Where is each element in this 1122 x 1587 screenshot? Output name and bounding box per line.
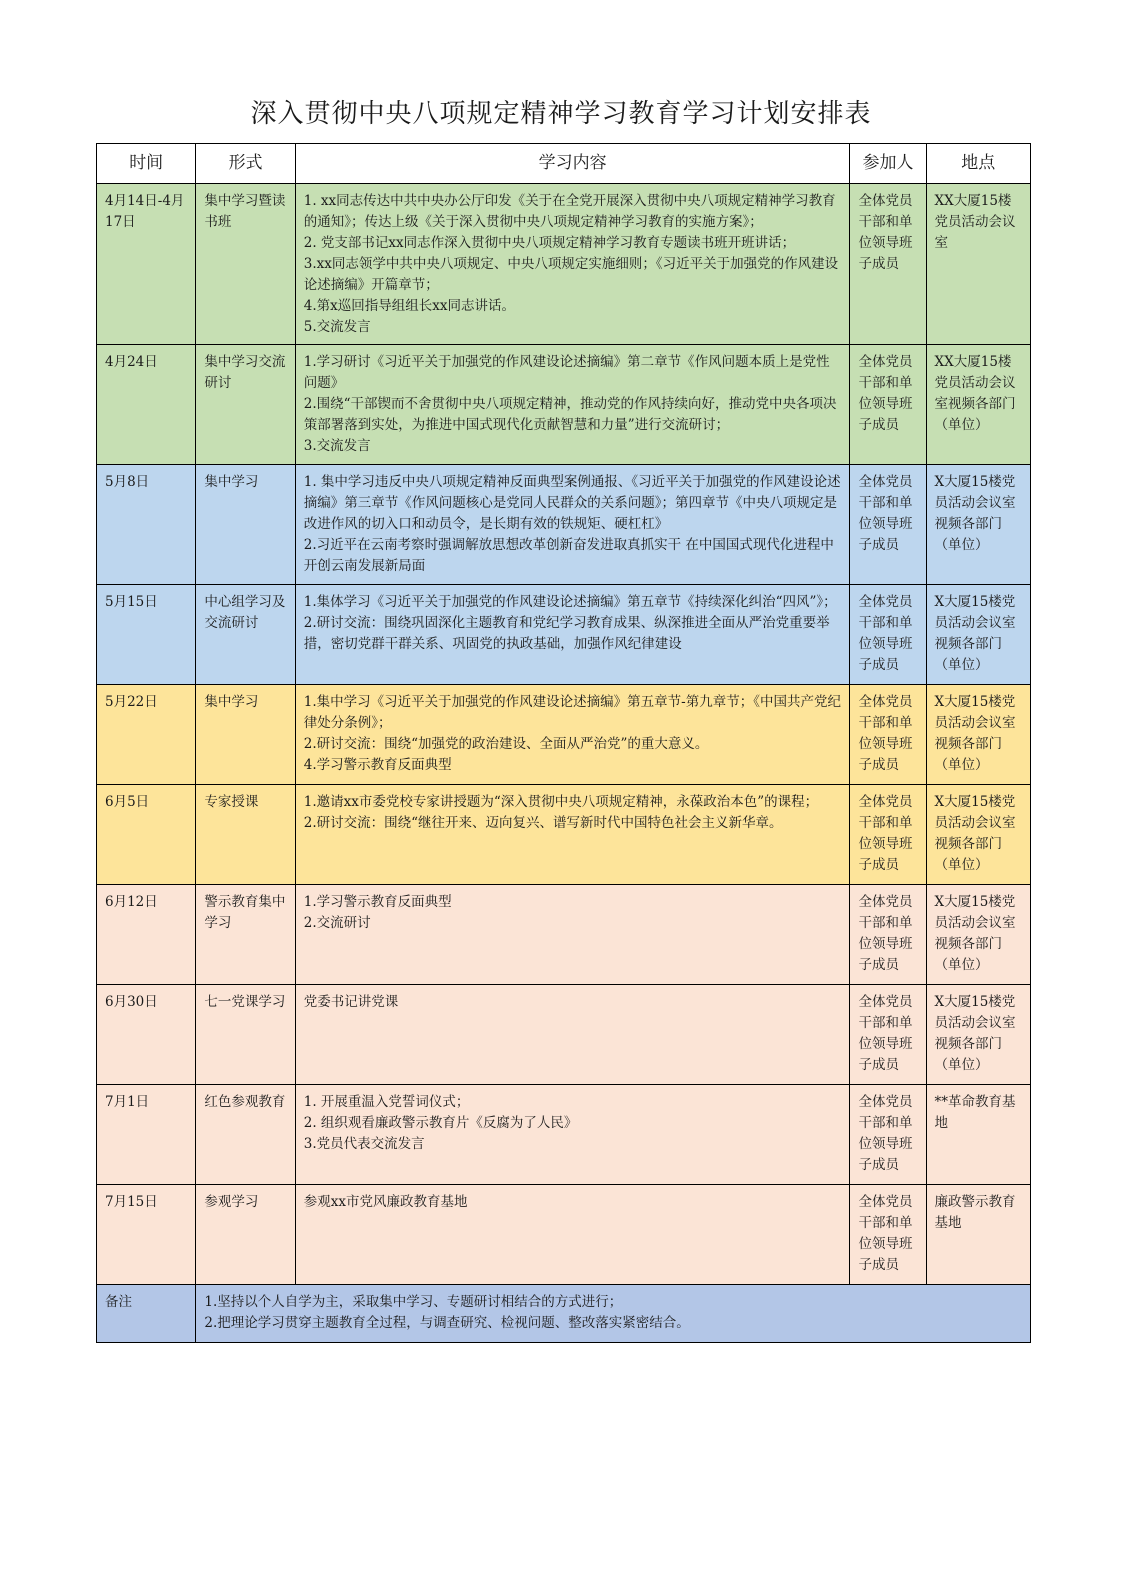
content-line: 参观xx市党风廉政教育基地 bbox=[303, 1194, 468, 1210]
cell-location: X大厦15楼党员活动会议室视频各部门（单位） bbox=[926, 885, 1030, 985]
table-row bbox=[97, 785, 1031, 885]
table-row bbox=[97, 1085, 1031, 1185]
cell-content bbox=[295, 1185, 850, 1285]
header-participants: 参加人 bbox=[850, 144, 926, 184]
content-line: 1.学习研讨《习近平关于加强党的作风建设论述摘编》第二章节《作风问题本质上是党性问题》 bbox=[303, 354, 830, 391]
remarks-line: 2.把理论学习贯穿主题教育全过程，与调查研究、检视问题、整改落实紧密结合。 bbox=[204, 1315, 690, 1331]
page-title: 深入贯彻中央八项规定精神学习教育学习计划安排表 bbox=[250, 99, 872, 130]
table-header-row bbox=[97, 144, 1031, 184]
cell-location: XX大厦15楼党员活动会议室 bbox=[926, 184, 1030, 345]
cell-location: X大厦15楼党员活动会议室视频各部门（单位） bbox=[926, 785, 1030, 885]
cell-content bbox=[295, 1085, 850, 1185]
cell-time: 7月1日 bbox=[97, 1085, 196, 1185]
content-line: 1.学习警示教育反面典型 bbox=[303, 894, 452, 910]
cell-time: 6月5日 bbox=[97, 785, 196, 885]
content-line: 1.邀请xx市委党校专家讲授题为“深入贯彻中央八项规定精神，永葆政治本色”的课程； bbox=[303, 794, 819, 810]
content-line: 2.研讨交流：围绕“加强党的政治建设、全面从严治党”的重大意义。 bbox=[303, 736, 709, 752]
cell-location: X大厦15楼党员活动会议室视频各部门（单位） bbox=[926, 465, 1030, 585]
header-form: 形式 bbox=[196, 144, 295, 184]
cell-participants: 全体党员干部和单位领导班子成员 bbox=[850, 465, 926, 585]
table-row bbox=[97, 345, 1031, 465]
cell-content bbox=[295, 685, 850, 785]
cell-time: 5月15日 bbox=[97, 585, 196, 685]
cell-content bbox=[295, 345, 850, 465]
content-line: 3.党员代表交流发言 bbox=[303, 1136, 425, 1152]
study-plan-table bbox=[96, 143, 1031, 1343]
remarks-content bbox=[196, 1285, 1031, 1343]
table-row bbox=[97, 465, 1031, 585]
cell-content bbox=[295, 885, 850, 985]
cell-location: 廉政警示教育基地 bbox=[926, 1185, 1030, 1285]
content-line: 2.围绕“干部锲而不舍贯彻中央八项规定精神，推动党的作风持续向好，推动党中央各项决策部署落到实处，为推进中国式现代化贡献智慧和力量”进行交流研讨； bbox=[303, 396, 837, 433]
cell-form: 集中学习 bbox=[196, 685, 295, 785]
cell-location: XX大厦15楼党员活动会议室视频各部门（单位） bbox=[926, 345, 1030, 465]
cell-form: 中心组学习及交流研讨 bbox=[196, 585, 295, 685]
cell-time: 5月8日 bbox=[97, 465, 196, 585]
header-time: 时间 bbox=[97, 144, 196, 184]
cell-time: 4月24日 bbox=[97, 345, 196, 465]
cell-participants: 全体党员干部和单位领导班子成员 bbox=[850, 184, 926, 345]
content-line: 1. 开展重温入党誓词仪式； bbox=[303, 1094, 470, 1110]
cell-participants: 全体党员干部和单位领导班子成员 bbox=[850, 785, 926, 885]
cell-content bbox=[295, 465, 850, 585]
cell-form: 红色参观教育 bbox=[196, 1085, 295, 1185]
cell-time: 4月14日-4月17日 bbox=[97, 184, 196, 345]
content-line: 2.研讨交流：围绕“继往开来、迈向复兴、谱写新时代中国特色社会主义新华章。 bbox=[303, 815, 783, 831]
content-line: 1. 集中学习违反中央八项规定精神反面典型案例通报、《习近平关于加强党的作风建设论述摘编》第三章节《作风问题核心是党同人民群众的关系问题》；第四章节《中央八项规定是改进作风的切入口和动员令，是长期有效的铁规矩、硬杠杠》 bbox=[303, 474, 841, 532]
table-row bbox=[97, 685, 1031, 785]
cell-form: 集中学习暨读书班 bbox=[196, 184, 295, 345]
content-line: 2.研讨交流：围绕巩固深化主题教育和党纪学习教育成果、纵深推进全面从严治党重要举措，密切党群干群关系、巩固党的执政基础，加强作风纪律建设 bbox=[303, 615, 830, 652]
cell-participants: 全体党员干部和单位领导班子成员 bbox=[850, 985, 926, 1085]
cell-participants: 全体党员干部和单位领导班子成员 bbox=[850, 885, 926, 985]
content-line: 党委书记讲党课 bbox=[303, 994, 399, 1010]
header-content: 学习内容 bbox=[295, 144, 850, 184]
cell-form: 集中学习 bbox=[196, 465, 295, 585]
content-line: 1. xx同志传达中共中央办公厅印发《关于在全党开展深入贯彻中央八项规定精神学习教育的通知》；传达上级《关于深入贯彻中央八项规定精神学习教育的实施方案》； bbox=[303, 193, 836, 230]
cell-form: 警示教育集中学习 bbox=[196, 885, 295, 985]
table-row bbox=[97, 985, 1031, 1085]
cell-form: 参观学习 bbox=[196, 1185, 295, 1285]
cell-content bbox=[295, 184, 850, 345]
cell-location: X大厦15楼党员活动会议室视频各部门（单位） bbox=[926, 985, 1030, 1085]
cell-location: X大厦15楼党员活动会议室视频各部门（单位） bbox=[926, 685, 1030, 785]
remarks-line: 1.坚持以个人自学为主，采取集中学习、专题研讨相结合的方式进行； bbox=[204, 1294, 623, 1310]
cell-location: **革命教育基地 bbox=[926, 1085, 1030, 1185]
cell-form: 集中学习交流研讨 bbox=[196, 345, 295, 465]
cell-time: 5月22日 bbox=[97, 685, 196, 785]
remarks-row bbox=[97, 1285, 1031, 1343]
cell-time: 7月15日 bbox=[97, 1185, 196, 1285]
content-line: 2.交流研讨 bbox=[303, 915, 371, 931]
content-line: 4.学习警示教育反面典型 bbox=[303, 757, 452, 773]
cell-time: 6月12日 bbox=[97, 885, 196, 985]
cell-form: 七一党课学习 bbox=[196, 985, 295, 1085]
cell-participants: 全体党员干部和单位领导班子成员 bbox=[850, 1185, 926, 1285]
table-row bbox=[97, 885, 1031, 985]
remarks-label: 备注 bbox=[97, 1285, 196, 1343]
cell-location: X大厦15楼党员活动会议室视频各部门（单位） bbox=[926, 585, 1030, 685]
content-line: 5.交流发言 bbox=[303, 319, 371, 335]
content-line: 2. 组织观看廉政警示教育片《反腐为了人民》 bbox=[303, 1115, 578, 1131]
cell-participants: 全体党员干部和单位领导班子成员 bbox=[850, 345, 926, 465]
content-line: 4.第x巡回指导组组长xx同志讲话。 bbox=[303, 298, 515, 314]
header-location: 地点 bbox=[926, 144, 1030, 184]
cell-participants: 全体党员干部和单位领导班子成员 bbox=[850, 585, 926, 685]
cell-participants: 全体党员干部和单位领导班子成员 bbox=[850, 685, 926, 785]
content-line: 2.习近平在云南考察时强调解放思想改革创新奋发进取真抓实干 在中国国式现代化进程中开创云南发展新局面 bbox=[303, 537, 834, 574]
table-row bbox=[97, 1185, 1031, 1285]
cell-content bbox=[295, 785, 850, 885]
table-row bbox=[97, 585, 1031, 685]
cell-content bbox=[295, 585, 850, 685]
content-line: 3.交流发言 bbox=[303, 438, 371, 454]
cell-participants: 全体党员干部和单位领导班子成员 bbox=[850, 1085, 926, 1185]
content-line: 1.集体学习《习近平关于加强党的作风建设论述摘编》第五章节《持续深化纠治“四风”》； bbox=[303, 594, 837, 610]
cell-content bbox=[295, 985, 850, 1085]
table-row bbox=[97, 184, 1031, 345]
content-line: 3.xx同志领学中共中央八项规定、中央八项规定实施细则；《习近平关于加强党的作风建设论述摘编》开篇章节； bbox=[303, 256, 839, 293]
content-line: 2. 党支部书记xx同志作深入贯彻中央八项规定精神学习教育专题读书班开班讲话； bbox=[303, 235, 796, 251]
content-line: 1.集中学习《习近平关于加强党的作风建设论述摘编》第五章节-第九章节；《中国共产党纪律处分条例》； bbox=[303, 694, 841, 731]
cell-form: 专家授课 bbox=[196, 785, 295, 885]
cell-time: 6月30日 bbox=[97, 985, 196, 1085]
